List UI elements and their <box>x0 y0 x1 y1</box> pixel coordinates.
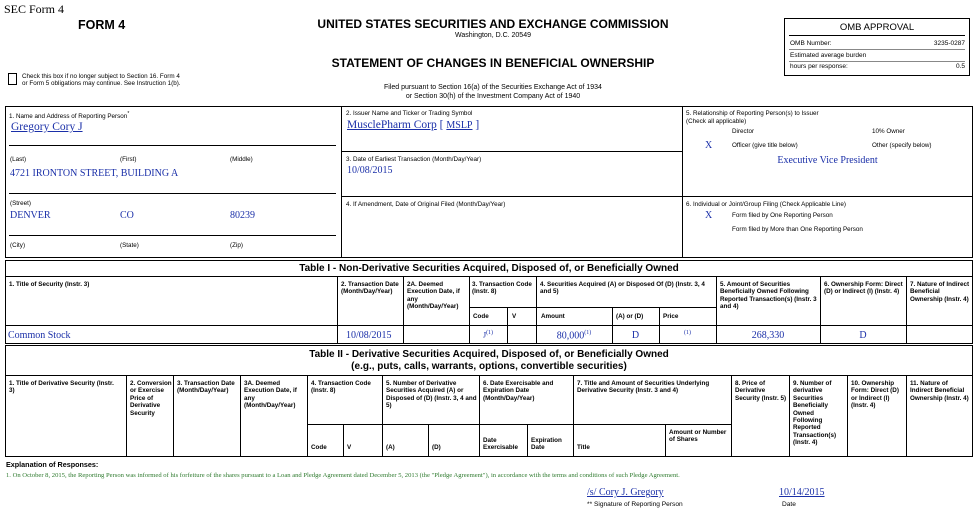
t1-col-amount-owned: 5. Amount of Securities Beneficially Owned Following Reported Transaction(s) (Instr. 3 and 4) <box>720 281 817 311</box>
city-value: DENVER <box>10 210 51 221</box>
t2-col-line <box>126 375 127 457</box>
t2-col-number: 5. Number of Derivative Securities Acquired (A) or Disposed of (D) (Instr. 3, 4 and 5) <box>386 380 477 410</box>
t1-col-nature: 7. Nature of Indirect Beneficial Ownership (Instr. 4) <box>910 281 970 303</box>
other-option: Other (specify below) <box>872 142 932 149</box>
state-label: (State) <box>120 242 139 249</box>
t2-sub-code: Code <box>311 444 327 451</box>
grid-divider <box>682 106 683 258</box>
omb-hours-value: 0.5 <box>955 63 965 70</box>
grid-divider <box>682 196 973 197</box>
t2-sub-exercisable: Date Exercisable <box>483 437 519 452</box>
relationship-label: 5. Relationship of Reporting Person(s) to Issuer <box>686 110 819 117</box>
t2-col-line <box>307 375 308 457</box>
agency-name: UNITED STATES SECURITIES AND EXCHANGE COMMISSION <box>317 17 669 31</box>
issuer-ticker-link[interactable]: MSLP <box>446 120 473 131</box>
signature-value[interactable]: /s/ Cory J. Gregory <box>587 487 664 498</box>
t2-col-line <box>731 375 732 457</box>
t1-row-code-value: J <box>482 330 487 340</box>
t1-col-line <box>337 276 338 344</box>
t2-col-line <box>847 375 848 457</box>
omb-hours-label: hours per response: <box>790 63 848 70</box>
grid-divider <box>341 196 683 197</box>
filing-more-option: Form filed by More than One Reporting Person <box>732 226 863 233</box>
t1-row-owned: 268,330 <box>751 330 785 341</box>
state-value: CO <box>120 210 134 221</box>
table-2-rule <box>307 424 731 425</box>
middle-label: (Middle) <box>230 156 253 163</box>
ticker-open-bracket: [ <box>439 119 444 131</box>
checkbox-text-line-1: Check this box if no longer subject to Section 16. Form 4 <box>22 73 180 80</box>
signature-date-value[interactable]: 10/14/2015 <box>779 487 825 498</box>
issuer-line <box>347 119 479 131</box>
statement-title: STATEMENT OF CHANGES IN BENEFICIAL OWNERSHIP <box>331 56 655 70</box>
t2-col-underlying: 7. Title and Amount of Securities Underlying Derivative Security (Instr. 3 and 4) <box>577 380 710 395</box>
t1-col-ownership-form: 6. Ownership Form: Direct (D) or Indirect (I) (Instr. 4) <box>824 281 903 296</box>
street-underline <box>9 193 336 194</box>
t1-col-title: 1. Title of Security (Instr. 3) <box>9 281 90 288</box>
zip-label: (Zip) <box>230 242 243 249</box>
t2-col-title: 1. Title of Derivative Security (Instr. 3) <box>9 380 114 395</box>
signature-date-label: Date <box>782 501 796 508</box>
t2-sub-amount: Amount or Number of Shares <box>669 429 727 444</box>
table-2-rule <box>5 375 973 376</box>
t2-col-line <box>173 375 174 457</box>
t2-col-deemed: 3A. Deemed Execution Date, if any (Month/Day/Year) <box>244 380 297 410</box>
t2-col-line <box>382 375 383 457</box>
grid-divider <box>341 106 342 258</box>
first-label: (First) <box>120 156 137 163</box>
t1-row-title: Common Stock <box>8 330 71 341</box>
city-label: (City) <box>10 242 26 249</box>
name-underline <box>9 145 336 146</box>
t2-col-line <box>665 424 666 457</box>
t1-col-acquired: 4. Securities Acquired (A) or Disposed Of (D) (Instr. 3, 4 and 5) <box>540 281 705 296</box>
ten-percent-owner-option: 10% Owner <box>872 128 905 135</box>
omb-number-label: OMB Number: <box>790 40 832 47</box>
t1-row-form: D <box>859 330 867 341</box>
relationship-sub-label: (Check all applicable) <box>686 118 747 125</box>
t2-col-ownership-form: 10. Ownership Form: Direct (D) or Indirect (I) (Instr. 4) <box>851 380 899 410</box>
t1-col-code: 3. Transaction Code (Instr. 8) <box>472 281 532 296</box>
amendment-label: 4. If Amendment, Date of Original Filed (Month/Day/Year) <box>346 201 506 208</box>
t1-sub-a-or-d: (A) or (D) <box>616 313 644 320</box>
t1-row-amount-footnote: (1) <box>584 330 592 336</box>
transaction-date-label: 3. Date of Earliest Transaction (Month/Day/Year) <box>346 156 482 163</box>
t1-sub-v: V <box>512 313 517 320</box>
t2-sub-title: Title <box>577 444 590 451</box>
t1-sub-code: Code <box>473 313 489 320</box>
checkbox-text-line-2: or Form 5 obligations may continue. See Instruction 1(b). <box>22 80 181 88</box>
omb-divider <box>789 35 965 36</box>
issuer-name-link[interactable]: MusclePharm Corp <box>347 119 437 131</box>
t1-row-amount-value: 80,000 <box>556 330 585 342</box>
t1-col-line <box>906 276 907 344</box>
ticker-close-bracket: ] <box>475 119 480 131</box>
issuer-label: 2. Issuer Name and Ticker or Trading Symbol <box>346 110 473 117</box>
t2-col-price: 8. Price of Derivative Security (Instr. 5) <box>735 380 787 402</box>
street-label: (Street) <box>10 200 31 207</box>
t1-col-line <box>403 276 404 344</box>
explanation-note-1: 1. On October 8, 2015, the Reporting Person was informed of his forfeiture of the shares pursuant to a Loan and Pledge Agreement dated December 5, 2013 (the "Pledge Agreement"), in accordance with the terms and conditions of such Pledge Agreement. <box>6 472 680 479</box>
t2-col-line <box>343 424 344 457</box>
reporting-person-label-text: 1. Name and Address of Reporting Person <box>9 113 128 121</box>
t2-col-line <box>527 424 528 457</box>
t2-col-line <box>428 424 429 457</box>
t2-sub-v: V <box>347 444 352 451</box>
transaction-date-value: 10/08/2015 <box>347 165 393 176</box>
omb-burden-label: Estimated average burden <box>790 52 867 59</box>
explanation-heading: Explanation of Responses: <box>6 460 99 469</box>
t2-sub-d: (D) <box>432 444 441 451</box>
t1-col-line <box>659 307 660 344</box>
t1-sub-amount: Amount <box>541 313 565 320</box>
grid-divider <box>341 151 683 152</box>
t1-row-date: 10/08/2015 <box>346 330 392 341</box>
section16-checkbox-text <box>22 73 181 88</box>
t2-col-derivative-owned: 9. Number of derivative Securities Beneficially Owned Following Reported Transaction(s) (Instr. 4) <box>793 380 837 447</box>
signature-label: ** Signature of Reporting Person <box>587 501 683 508</box>
omb-title: OMB APPROVAL <box>839 22 915 33</box>
form-title: FORM 4 <box>78 18 126 32</box>
table-1-rule <box>5 325 973 326</box>
t2-col-nature: 11. Nature of Indirect Beneficial Ownership (Instr. 4) <box>910 380 969 402</box>
reporting-person-label <box>9 111 129 121</box>
t1-col-line <box>507 307 508 344</box>
table-1-title: Table I - Non-Derivative Securities Acquired, Disposed of, or Beneficially Owned <box>299 263 679 274</box>
director-option: Director <box>732 128 755 135</box>
t2-col-date: 3. Transaction Date (Month/Day/Year) <box>177 380 235 395</box>
reporting-person-name-link[interactable]: Gregory Cory J <box>11 121 83 133</box>
t1-sub-price: Price <box>663 313 679 320</box>
city-underline <box>9 235 336 236</box>
filing-one-option: Form filed by One Reporting Person <box>732 212 833 219</box>
last-label: (Last) <box>10 156 27 163</box>
filed-pursuant-line-2: or Section 30(h) of the Investment Company Act of 1940 <box>405 93 581 100</box>
table-2-title: Table II - Derivative Securities Acquired, Disposed of, or Beneficially Owned <box>309 349 669 360</box>
section16-checkbox[interactable] <box>8 73 17 85</box>
zip-value: 80239 <box>230 210 255 221</box>
filing-label: 6. Individual or Joint/Group Filing (Check Applicable Line) <box>686 201 846 208</box>
t1-row-code <box>469 330 507 340</box>
omb-row-line <box>789 49 965 50</box>
t2-col-line <box>789 375 790 457</box>
t1-row-a-or-d: D <box>631 330 640 341</box>
officer-title-value: Executive Vice President <box>777 155 878 166</box>
officer-check-mark: X <box>705 140 713 151</box>
street-value: 4721 IRONTON STREET, BUILDING A <box>10 168 179 179</box>
t2-col-line <box>479 375 480 457</box>
officer-option: Officer (give title below) <box>732 142 798 149</box>
reporting-person-label-mark: * <box>127 111 130 117</box>
t2-sub-expiration: Expiration Date <box>531 437 562 452</box>
filed-pursuant-line-1: Filed pursuant to Section 16(a) of the Securities Exchange Act of 1934 <box>384 84 602 91</box>
omb-number-value: 3235-0287 <box>933 40 965 47</box>
t2-col-line <box>240 375 241 457</box>
t1-col-deemed: 2A. Deemed Execution Date, if any (Month/Day/Year) <box>407 281 460 311</box>
table-2-subtitle: (e.g., puts, calls, warrants, options, convertible securities) <box>351 361 627 372</box>
table-1-rule <box>5 276 973 277</box>
t1-col-date: 2. Transaction Date (Month/Day/Year) <box>341 281 399 296</box>
doc-label: SEC Form 4 <box>4 2 65 16</box>
t2-col-code: 4. Transaction Code (Instr. 8) <box>311 380 371 395</box>
omb-row-line <box>789 61 965 62</box>
t2-col-exercisable: 6. Date Exercisable and Expiration Date (Month/Day/Year) <box>483 380 554 402</box>
t2-col-line <box>906 375 907 457</box>
t1-row-code-footnote: (1) <box>486 330 494 336</box>
t1-row-amount <box>536 330 612 341</box>
t2-col-line <box>573 375 574 457</box>
t2-col-conversion: 2. Conversion or Exercise Price of Derivative Security <box>130 380 172 417</box>
filing-check-mark: X <box>705 210 713 221</box>
agency-address: Washington, D.C. 20549 <box>454 32 531 39</box>
t1-row-price-footnote: (1) <box>684 330 691 336</box>
t2-sub-a: (A) <box>386 444 395 451</box>
